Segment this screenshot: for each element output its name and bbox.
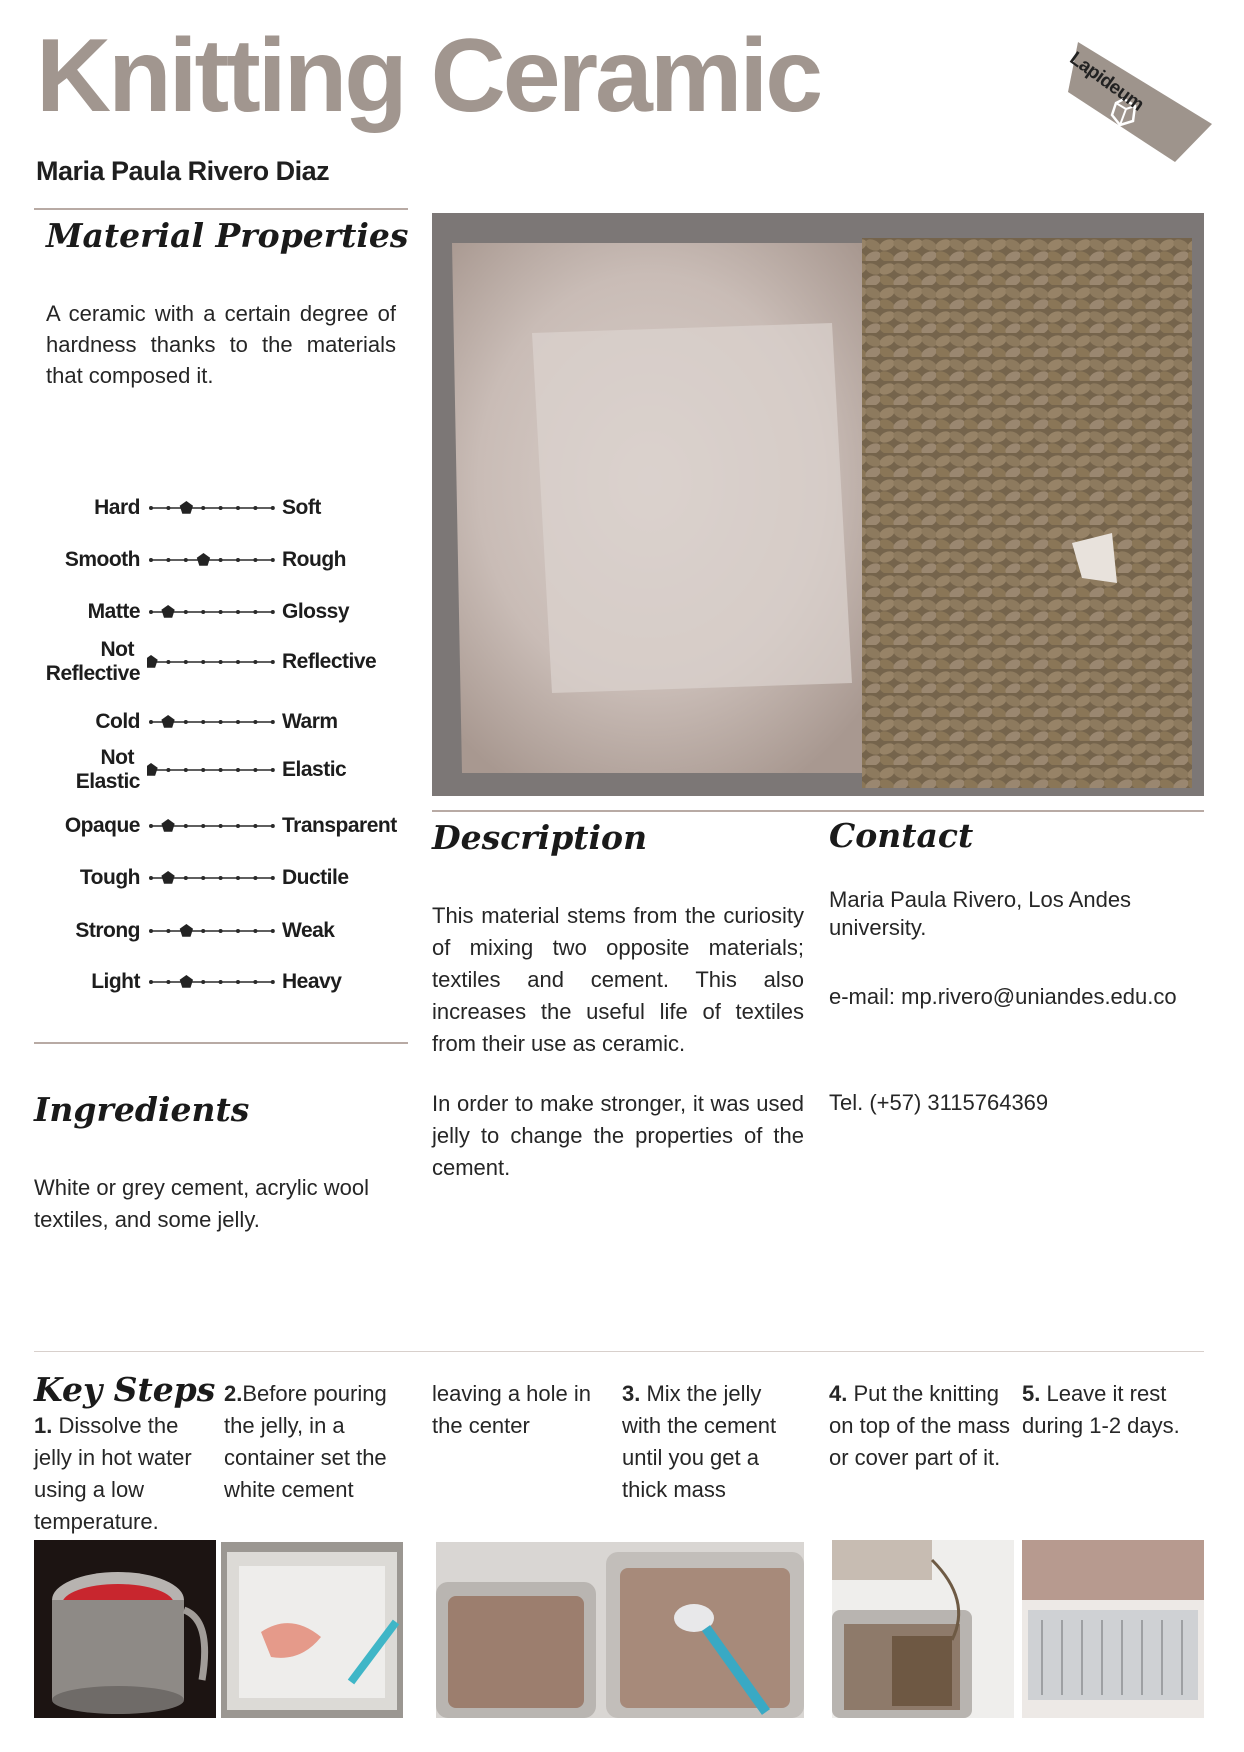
scale-tick [236,768,240,772]
ingredients-heading: Ingredients [34,1090,250,1129]
step-4 [829,1378,1014,1474]
scale-tick [219,610,223,614]
scale-tick [219,876,223,880]
scale-left-label: Tough [79,866,140,889]
step-5-photo [1022,1540,1204,1718]
scale-tick [253,876,257,880]
scale-tick [236,824,240,828]
scale-tick [201,720,205,724]
scale-marker [180,924,193,937]
step-4-photo [832,1540,1014,1718]
scale-tick [271,610,275,614]
scale-tick [184,876,188,880]
step-4-text: Put the knitting on top of the mass or cover part of it. [829,1381,1010,1470]
scale-tick [149,980,153,984]
scale-tick [253,929,257,933]
scale-right-label: Weak [282,919,335,942]
scale-track [147,498,277,518]
scale-track [147,602,277,622]
step-2 [224,1378,404,1506]
scale-tick [166,768,170,772]
scale-tick [166,506,170,510]
scale-tick [219,720,223,724]
step-1-number: 1. [34,1413,53,1438]
scale-tick [219,929,223,933]
scale-tick [253,660,257,664]
property-scales [0,0,420,1000]
divider-left-bottom [34,1042,408,1044]
step-2-continued [432,1378,592,1442]
scale-tick [253,980,257,984]
scale-tick [201,876,205,880]
scale-tick [184,610,188,614]
ingredients-text: White or grey cement, acrylic wool textiles, and some jelly. [34,1175,369,1232]
scale-left-label: Hard [94,496,140,519]
scale-track [147,652,277,672]
contact-heading: Contact [829,816,974,855]
scale-left-label: Matte [87,600,140,623]
scale-track [147,550,277,570]
step-1 [34,1410,214,1538]
scale-tick [236,720,240,724]
scale-tick [236,558,240,562]
scale-marker [161,819,174,832]
step-5 [1022,1378,1202,1442]
scale-marker [161,605,174,618]
scale-left-label: Opaque [64,814,140,837]
scale-right-label: Ductile [282,866,349,889]
scale-tick [271,558,275,562]
scale-tick [201,768,205,772]
scale-tick [184,824,188,828]
scale-tick [166,929,170,933]
scale-tick [236,660,240,664]
contact-tel: Tel. (+57) 3115764369 [829,1090,1049,1115]
scale-marker [197,553,210,566]
scale-left-label: Strong [75,919,140,942]
scale-tick [201,506,205,510]
scale-tick [271,720,275,724]
divider-right [432,810,1204,812]
step-3 [622,1378,802,1506]
scale-marker [161,871,174,884]
scale-tick [253,558,257,562]
material-properties-text: A ceramic with a certain degree of hardness thanks to the materials that composed it. [46,301,396,389]
scale-tick [253,768,257,772]
scale-left-label: Smooth [64,548,140,571]
scale-track [147,868,277,888]
step-2-continued-text: leaving a hole in the center [432,1381,592,1438]
scale-right-label: Warm [282,710,338,733]
description-paragraph-1: This material stems from the curiosity of mixing two opposite materials; textiles and cement. This also increases the useful life of textiles from their use as ceramic. [432,903,804,1056]
scale-tick [271,824,275,828]
material-properties-heading: Material Properties [46,216,409,255]
logo-text: Lapideum [1065,48,1148,116]
scale-track [147,816,277,836]
scale-tick [236,506,240,510]
scale-marker [147,763,158,776]
scale-track [147,921,277,941]
contact-email: e-mail: mp.rivero@uniandes.edu.co [829,984,1177,1009]
scale-tick [253,720,257,724]
contact-name: Maria Paula Rivero, Los Andes university. [829,887,1132,940]
step-5-text: Leave it rest during 1-2 days. [1022,1381,1180,1438]
scale-tick [201,660,205,664]
scale-tick [149,876,153,880]
scale-right-label: Transparent [282,814,397,837]
scale-tick [219,980,223,984]
scale-tick [236,876,240,880]
scale-tick [149,929,153,933]
scale-tick [201,929,205,933]
step-3-number: 3. [622,1381,641,1406]
page-title: Knitting Ceramic [36,18,821,134]
scale-right-label: Rough [282,548,346,571]
scale-tick [149,824,153,828]
description-heading: Description [432,818,648,857]
scale-right-label: Reflective [282,650,377,673]
scale-marker [180,501,193,514]
scale-tick [219,558,223,562]
scale-left-label: Light [91,970,140,993]
scale-tick [253,506,257,510]
scale-tick [184,720,188,724]
scale-left-label: Not Elastic [75,746,140,794]
scale-tick [219,824,223,828]
scale-tick [149,558,153,562]
description-paragraph-2: In order to make stronger, it was used jelly to change the properties of the cement. [432,1091,804,1180]
step-1-text: Dissolve the jelly in hot water using a low temperature. [34,1413,192,1534]
scale-tick [236,980,240,984]
scale-left-label: Cold [95,710,140,733]
lapideum-logo [1060,14,1216,164]
step-5-number: 5. [1022,1381,1041,1406]
scale-tick [166,660,170,664]
scale-tick [201,980,205,984]
author-name: Maria Paula Rivero Diaz [36,156,330,186]
scale-marker [147,655,158,668]
step-4-number: 4. [829,1381,848,1406]
step-2-text: Before pouring the jelly, in a container set the white cement [224,1381,387,1502]
scale-tick [253,610,257,614]
step-3-photo [436,1542,804,1718]
divider-key-steps [34,1351,1204,1352]
scale-tick [236,929,240,933]
scale-tick [184,660,188,664]
scale-tick [219,768,223,772]
scale-right-label: Soft [282,496,321,519]
scale-tick [271,980,275,984]
scale-tick [149,610,153,614]
step-2-photo [221,1542,403,1718]
scale-tick [201,824,205,828]
scale-tick [166,980,170,984]
scale-tick [271,506,275,510]
scale-tick [149,720,153,724]
step-3-text: Mix the jelly with the cement until you get a thick mass [622,1381,777,1502]
scale-tick [271,660,275,664]
step-2-number: 2. [224,1381,243,1406]
scale-tick [166,558,170,562]
scale-tick [219,506,223,510]
scale-tick [271,876,275,880]
scale-tick [149,506,153,510]
scale-tick [271,768,275,772]
key-steps-heading: Key Steps [34,1370,216,1409]
scale-tick [184,558,188,562]
scale-tick [184,768,188,772]
scale-tick [271,929,275,933]
scale-track [147,712,277,732]
scale-tick [219,660,223,664]
scale-marker [161,715,174,728]
scale-right-label: Heavy [282,970,342,993]
step-1-photo [34,1540,216,1718]
scale-left-label: Not Reflective [45,638,140,686]
main-material-photo [432,213,1204,796]
scale-right-label: Elastic [282,758,347,781]
scale-track [147,760,277,780]
scale-marker [180,975,193,988]
scale-tick [201,610,205,614]
scale-tick [253,824,257,828]
scale-tick [236,610,240,614]
scale-right-label: Glossy [282,600,350,623]
scale-track [147,972,277,992]
